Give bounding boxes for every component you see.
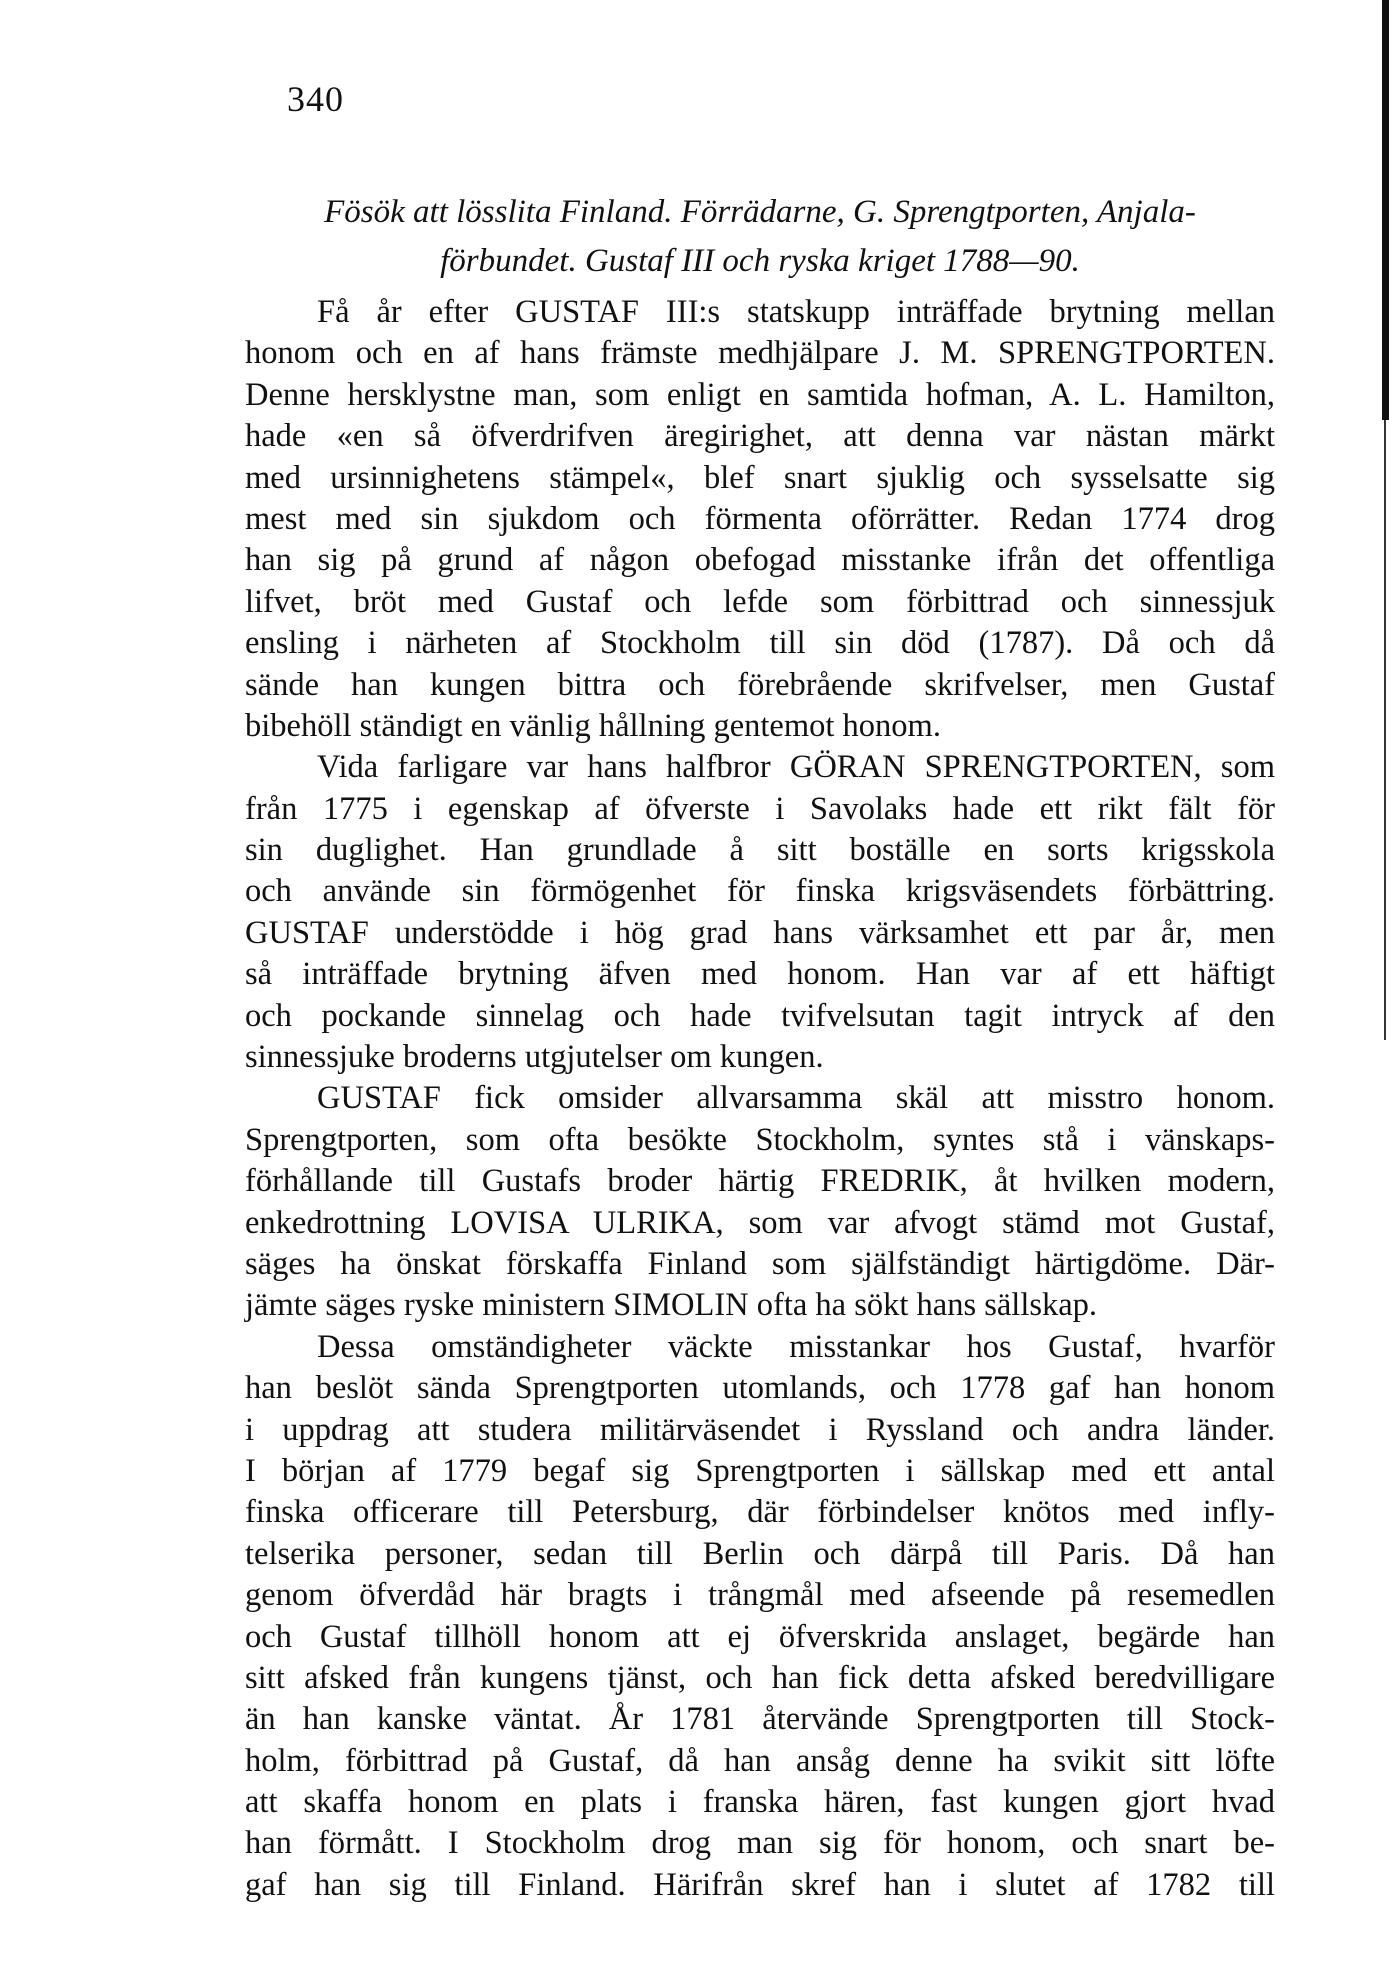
text-line: än han kanske väntat. År 1781 återvände Sprengtporten till Stock- [245,1701,1275,1738]
text-line: och pockande sinnelag och hade tvifvelsutan tagit intryck af den [245,997,1275,1034]
text-line: hade «en så öfverdrifven äregirighet, att denna var nästan märkt [245,418,1275,455]
body-text [245,292,1275,1906]
text-line: han förmått. I Stockholm drog man sig för honom, och snart be- [245,1825,1275,1862]
text-line: sin duglighet. Han grundlade å sitt boställe en sorts krigsskola [245,832,1275,869]
text-line: Vida farligare var hans halfbror GÖRAN SPRENGTPORTEN, som [317,749,1275,786]
text-line: bibehöll ständigt en vänlig hållning gentemot honom. [245,707,941,744]
heading-line: förbundet. Gustaf III och ryska kriget 1788—90. [440,243,1080,279]
text-line: telserika personer, sedan till Berlin och därpå till Paris. Då han [245,1535,1275,1572]
text-line: Få år efter GUSTAF III:s statskupp inträffade brytning mellan [317,294,1275,330]
text-line: holm, förbittrad på Gustaf, då han ansåg denne ha svikit sitt löfte [245,1742,1275,1779]
text-line: honom och en af hans främste medhjälpare J. M. SPRENGTPORTEN. [245,335,1275,372]
text-line: genom öfverdåd här bragts i trångmål med afseende på resemedlen [245,1577,1275,1614]
text-line: gaf han sig till Finland. Härifrån skref han i slutet af 1782 till [245,1866,1275,1903]
text-line: och använde sin förmögenhet för finska krigsväsendets förbättring. [245,873,1275,910]
page-number: 340 [287,79,344,119]
text-line: med ursinnighetens stämpel«, blef snart sjuklig och sysselsatte sig [245,459,1275,496]
text-line: och Gustaf tillhöll honom att ej öfverskrida anslaget, begärde han [245,1618,1275,1655]
text-line: han sig på grund af någon obefogad misstanke ifrån det offentliga [245,542,1275,579]
text-line: jämte säges ryske ministern SIMOLIN ofta ha sökt hans sällskap. [245,1287,1098,1324]
text-line: GUSTAF fick omsider allvarsamma skäl att misstro honom. [317,1080,1275,1117]
text-line: förhållande till Gustafs broder härtig FREDRIK, åt hvilken modern, [245,1163,1275,1200]
text-line: Denne hersklystne man, som enligt en samtida hofman, A. L. Hamilton, [245,376,1275,413]
text-line: Dessa omständigheter väckte misstankar hos Gustaf, hvarför [317,1328,1275,1365]
text-line: i uppdrag att studera militärväsendet i Ryssland och andra länder. [245,1411,1275,1448]
text-line: sitt afsked från kungens tjänst, och han fick detta afsked beredvilligare [245,1659,1275,1696]
text-line: sände han kungen bittra och förebrående skrifvelser, men Gustaf [245,666,1275,703]
page-edge-shadow-thin [1384,420,1386,1040]
text-line: han beslöt sända Sprengtporten utomlands, och 1778 gaf han honom [245,1370,1275,1407]
section-heading [240,188,1280,286]
text-line: Sprengtporten, som ofta besökte Stockholm, syntes stå i vänskaps- [245,1121,1275,1158]
text-line: finska officerare till Petersburg, där förbindelser knötos med infly- [245,1494,1275,1531]
text-line: I början af 1779 begaf sig Sprengtporten i sällskap med ett antal [245,1452,1275,1489]
text-line: sinnessjuke broderns utgjutelser om kungen. [245,1039,824,1076]
text-line: lifvet, bröt med Gustaf och lefde som förbittrad och sinnessjuk [245,583,1275,620]
text-line: ensling i närheten af Stockholm till sin död (1787). Då och då [245,625,1275,662]
heading-line: Fösök att lösslita Finland. Förrädarne, G. Sprengtporten, Anjala- [324,194,1196,230]
text-line: enkedrottning LOVISA ULRIKA, som var afvogt stämd mot Gustaf, [245,1204,1275,1241]
page-edge-shadow [1382,0,1389,420]
text-line: mest med sin sjukdom och förmenta oförrätter. Redan 1774 drog [245,500,1275,537]
text-line: GUSTAF understödde i hög grad hans värksamhet ett par år, men [245,914,1275,951]
text-line: så inträffade brytning äfven med honom. Han var af ett häftigt [245,956,1275,993]
text-line: att skaffa honom en plats i franska hären, fast kungen gjort hvad [245,1784,1275,1821]
text-line: säges ha önskat förskaffa Finland som själfständigt härtigdöme. Där- [245,1245,1275,1282]
text-line: från 1775 i egenskap af öfverste i Savolaks hade ett rikt fält för [245,790,1275,827]
